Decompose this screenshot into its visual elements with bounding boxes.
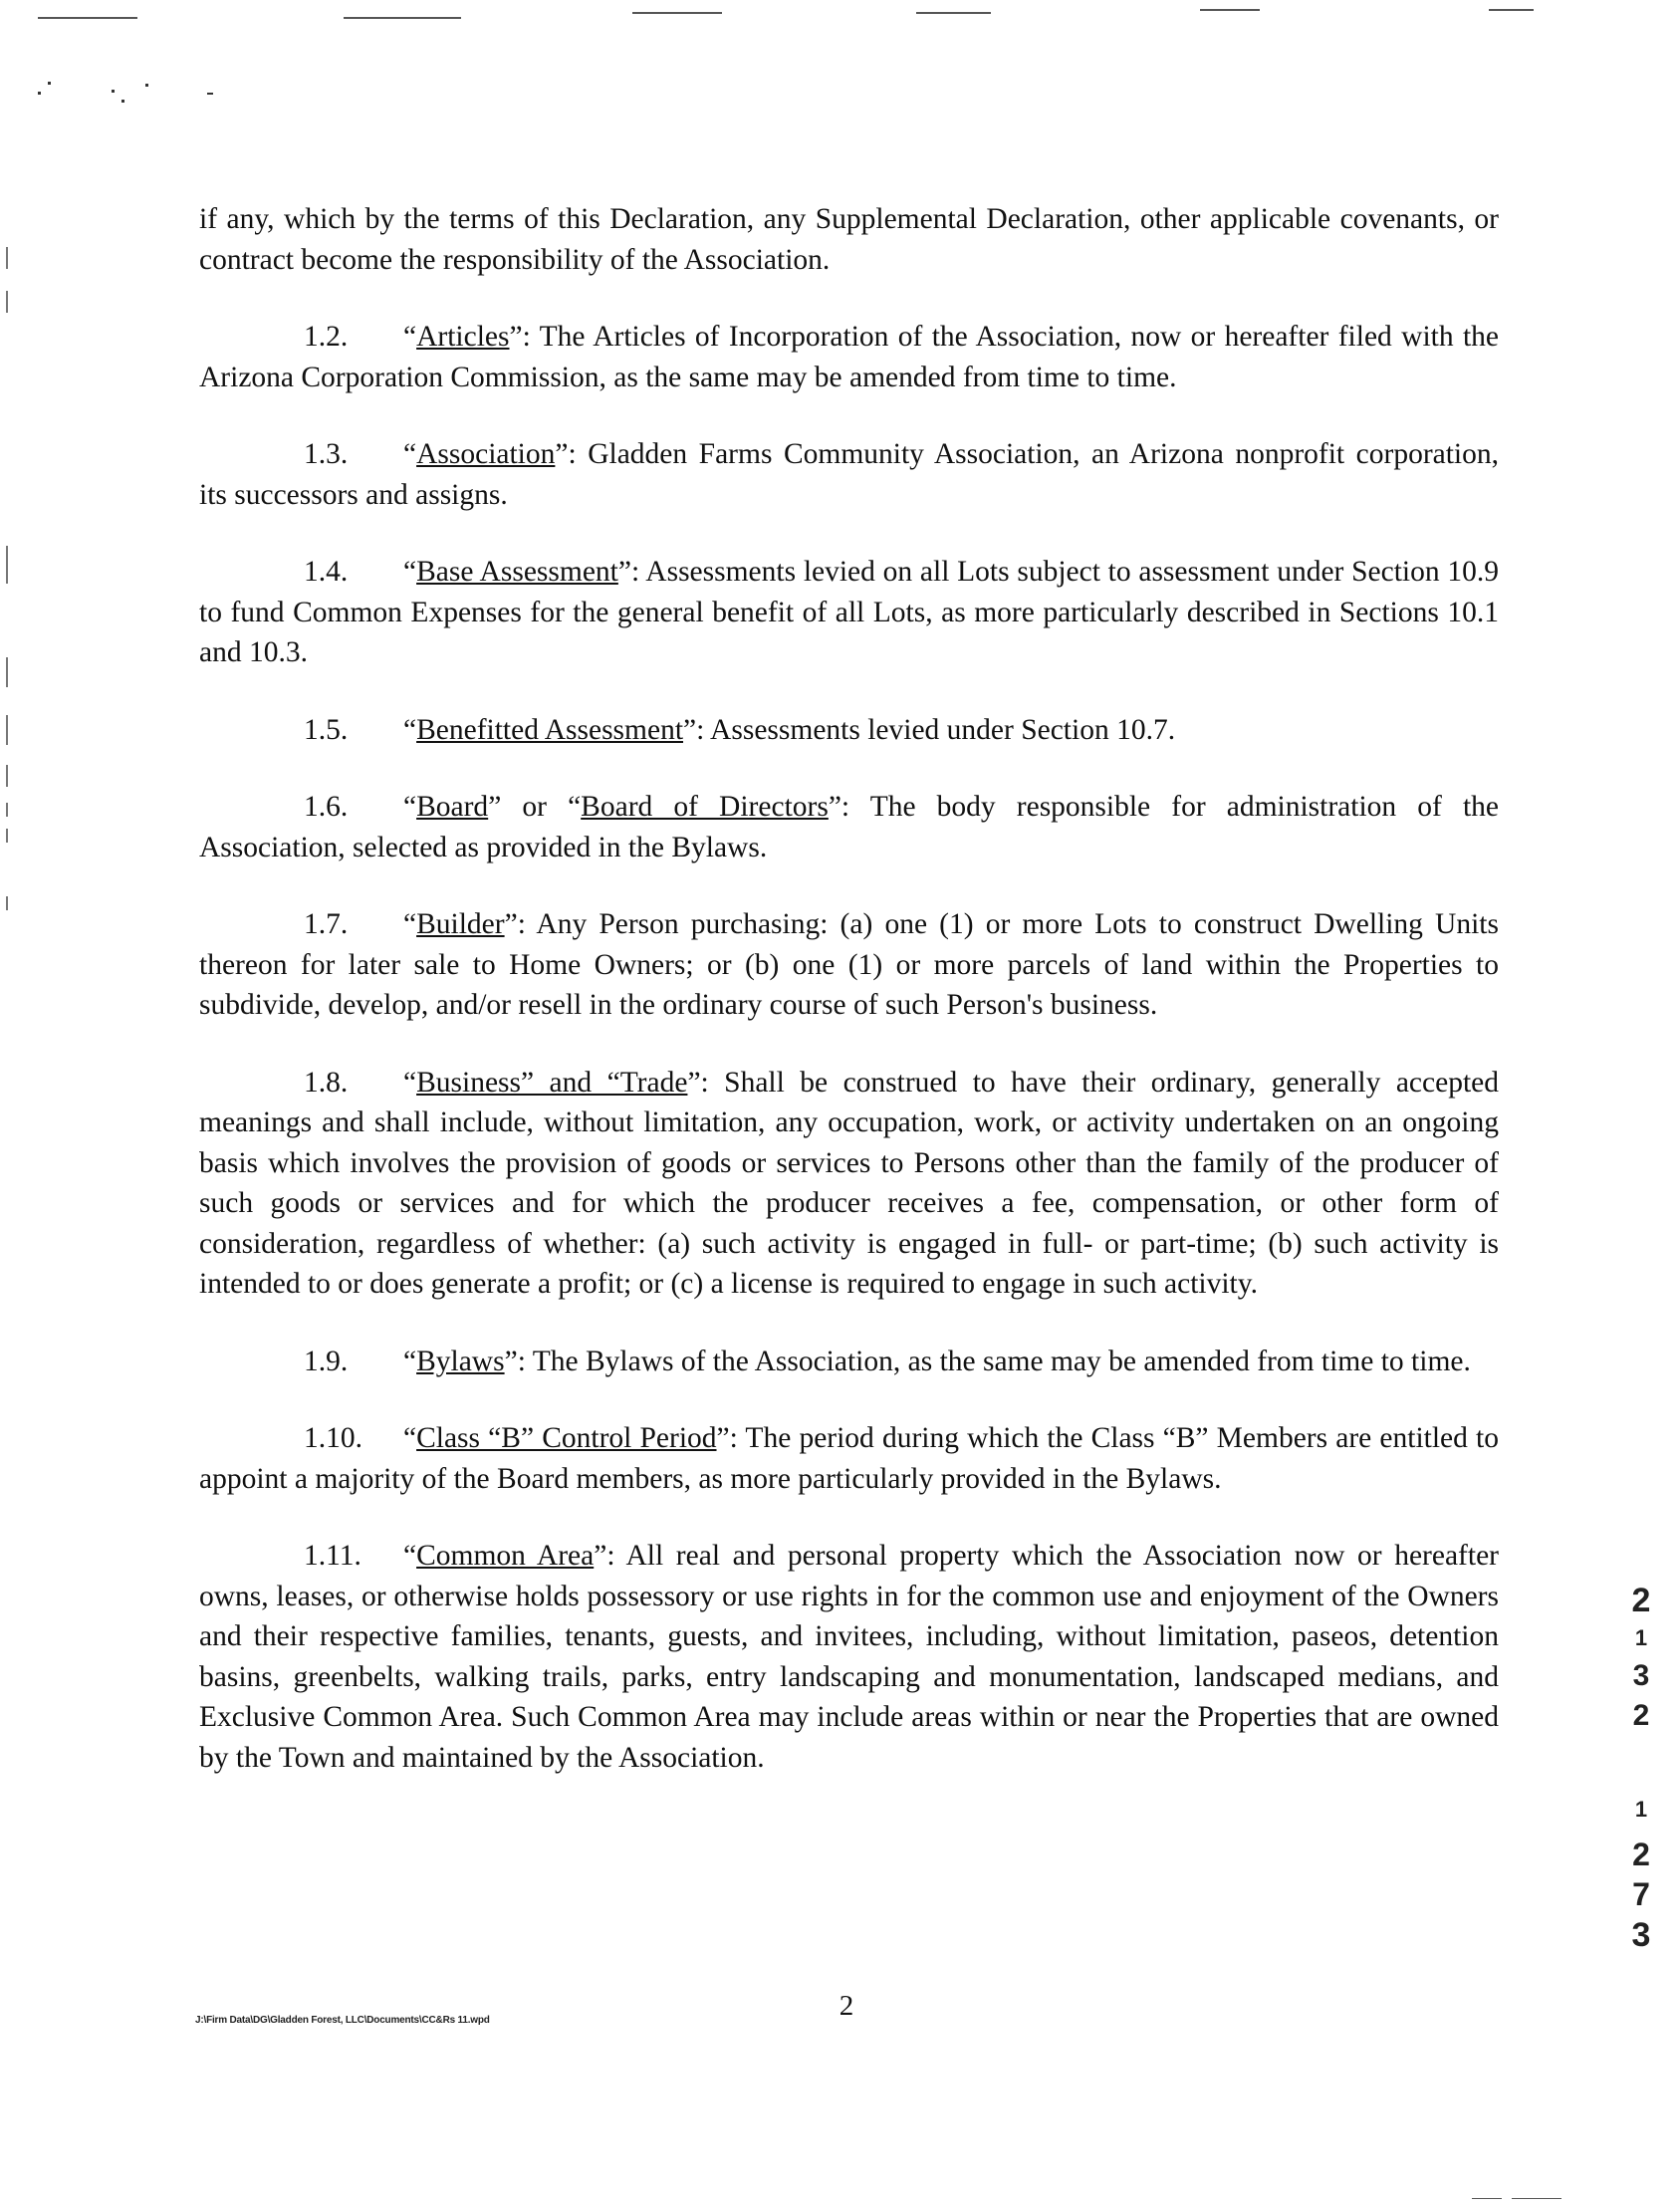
section-number: 1.2.: [304, 321, 349, 353]
scan-edge-line: [38, 17, 137, 19]
defined-term: Base Assessment: [416, 556, 618, 588]
margin-mark: [6, 803, 8, 817]
definition-text: : The period during which the Class “B” Members are entitled to appoint a majority of the Board members, as more particularly provided in the Bylaws.: [199, 1422, 1499, 1495]
footer-file-path: J:\Firm Data\DG\Gladden Forest, LLC\Documents\CC&Rs 11.wpd: [195, 2015, 490, 2026]
defined-term: Articles: [416, 321, 510, 353]
intro-paragraph: if any, which by the terms of this Declaration, any Supplemental Declaration, other applicable covenants, or contract become the responsibility of the Association.: [199, 203, 1499, 276]
definition-text: : Shall be construed to have their ordinary, generally accepted meanings and shall include, without limitation, any occupation, work, or activity undertaken on an ongoing basis which involves the provision of goods or services to Persons other than the family of the producer of such goods or services and for which the producer receives a fee, compensation, or other form of consideration, regardless of whether: (a) such activity is engaged in full- or part-time; (b) such activity is intended to or does generate a profit; or (c) a license is required to engage in such activity.: [199, 1066, 1499, 1300]
defined-term: Bylaws: [416, 1345, 505, 1377]
section-number: 1.8.: [304, 1066, 349, 1099]
stamp-digit: 1: [1634, 1625, 1648, 1650]
margin-mark: [6, 291, 8, 313]
stamp-digit: 3: [1631, 1916, 1651, 1954]
definition-text: : Any Person purchasing: (a) one (1) or more Lots to construct Dwelling Units thereon for later sale to Home Owners; or (b) one (1) or more parcels of land within the Properties to subdivide, develop, and/or resell in the ordinary course of such Person's business.: [199, 908, 1499, 1021]
scan-edge-line: [1489, 9, 1534, 11]
stamp-digit: 3: [1632, 1659, 1650, 1692]
defined-term: Builder: [416, 908, 505, 940]
margin-mark: [6, 829, 8, 843]
scan-edge-line: [344, 17, 461, 19]
margin-mark: [6, 546, 8, 584]
definition-bylaws: 1.9. “Bylaws”: The Bylaws of the Association, as the same may be amended from time to time.: [199, 1342, 1499, 1382]
defined-term: Common Area: [416, 1540, 595, 1572]
section-number: 1.11.: [304, 1540, 361, 1572]
section-number: 1.6.: [304, 791, 349, 823]
scan-speck: [145, 84, 148, 87]
margin-mark: [6, 896, 8, 910]
document-body: [199, 199, 1499, 1815]
section-number: 1.10.: [304, 1422, 362, 1454]
section-number: 1.9.: [304, 1345, 349, 1377]
stamp-digit: 7: [1632, 1876, 1650, 1912]
defined-term: Business” and “Trade: [416, 1066, 688, 1099]
definition-text: : The Articles of Incorporation of the Association, now or hereafter filed with the Arizona Corporation Commission, as the same may be amended from time to time.: [199, 321, 1499, 393]
section-number: 1.7.: [304, 908, 349, 940]
stamp-digit: 2: [1631, 1582, 1651, 1619]
scan-edge-line: [1472, 2198, 1502, 2199]
definition-association: 1.3. “Association”: Gladden Farms Community Association, an Arizona nonprofit corporation, its successors and assigns.: [199, 434, 1499, 515]
term-connector: ” or “: [488, 791, 582, 823]
margin-mark: [6, 765, 8, 787]
scan-edge-line: [1200, 9, 1260, 11]
scan-speck: [121, 100, 124, 103]
definition-builder: 1.7. “Builder”: Any Person purchasing: (a) one (1) or more Lots to construct Dwelling Units thereon for later sale to Home Owners; or (b) one (1) or more parcels of land within the Properties to subdivide, develop, and/or resell in the ordinary course of such Person's business.: [199, 904, 1499, 1026]
scan-edge-line: [1512, 2198, 1561, 2199]
defined-term: Association: [416, 438, 556, 470]
section-number: 1.3.: [304, 438, 349, 470]
recording-stamp: [1621, 1582, 1661, 1980]
definition-text: : All real and personal property which the Association now or hereafter owns, leases, or otherwise holds possessory or use rights in for the common use and enjoyment of the Owners and their respective families, tenants, guests, and invitees, including, without limitation, paseos, detention basins, greenbelts, walking trails, parks, entry landscaping and monumentation, landscaped medians, and Exclusive Common Area. Such Common Area may include areas within or near the Properties that are owned by the Town and maintained by the Association.: [199, 1540, 1499, 1774]
stamp-digit: 2: [1632, 1699, 1650, 1732]
definition-text: : The body responsible for administration of the Association, selected as provided in the Bylaws.: [199, 791, 1499, 863]
margin-mark: [6, 657, 8, 687]
margin-mark: [6, 247, 8, 269]
definition-text: : Assessments levied on all Lots subject to assessment under Section 10.9 to fund Common Expenses for the general benefit of all Lots, as more particularly described in Sections 10.1 and 10.3.: [199, 556, 1499, 668]
definition-base-assessment: 1.4. “Base Assessment”: Assessments levied on all Lots subject to assessment under Section 10.9 to fund Common Expenses for the general benefit of all Lots, as more particularly described in Sections 10.1 and 10.3.: [199, 552, 1499, 673]
scan-speck: [112, 90, 115, 93]
defined-term: Board: [416, 791, 489, 823]
scan-speck: [207, 93, 213, 95]
scan-edge-line: [916, 12, 991, 14]
scan-edge-line: [632, 12, 722, 14]
definition-common-area: 1.11. “Common Area”: All real and personal property which the Association now or hereafter owns, leases, or otherwise holds possessory or use rights in for the common use and enjoyment of the Owners and their respective families, tenants, guests, and invitees, including, without limitation, paseos, detention basins, greenbelts, walking trails, parks, entry landscaping and monumentation, landscaped medians, and Exclusive Common Area. Such Common Area may include areas within or near the Properties that are owned by the Town and maintained by the Association.: [199, 1536, 1499, 1778]
scan-speck: [48, 82, 51, 85]
section-number: 1.4.: [304, 556, 349, 588]
margin-mark: [6, 715, 8, 745]
defined-term: Board of Directors: [581, 791, 829, 823]
section-number: 1.5.: [304, 713, 349, 746]
defined-term: Class “B” Control Period: [416, 1422, 717, 1454]
definition-text: : Gladden Farms Community Association, an Arizona nonprofit corporation, its successors and assigns.: [199, 438, 1499, 511]
definition-class-b-control-period: 1.10. “Class “B” Control Period”: The period during which the Class “B” Members are entitled to appoint a majority of the Board members, as more particularly provided in the Bylaws.: [199, 1418, 1499, 1499]
defined-term: Benefitted Assessment: [416, 713, 684, 746]
definition-benefitted-assessment: 1.5. “Benefitted Assessment”: Assessments levied under Section 10.7.: [199, 710, 1499, 751]
definition-text: : The Bylaws of the Association, as the same may be amended from time to time.: [517, 1345, 1471, 1377]
stamp-digit: 2: [1632, 1837, 1650, 1872]
definition-articles: 1.2. “Articles”: The Articles of Incorporation of the Association, now or hereafter filed with the Arizona Corporation Commission, as the same may be amended from time to time.: [199, 317, 1499, 397]
scan-speck: [38, 92, 41, 95]
definition-text: : Assessments levied under Section 10.7.: [696, 713, 1176, 746]
page-number: 2: [839, 1990, 854, 2022]
definition-business-trade: 1.8. “Business” and “Trade”: Shall be construed to have their ordinary, generally accepted meanings and shall include, without limitation, any occupation, work, or activity undertaken on an ongoing basis which involves the provision of goods or services to Persons other than the family of the producer of such goods or services and for which the producer receives a fee, compensation, or other form of consideration, regardless of whether: (a) such activity is engaged in full- or part-time; (b) such activity is intended to or does generate a profit; or (c) a license is required to engage in such activity.: [199, 1063, 1499, 1305]
definition-board: 1.6. “Board” or “Board of Directors”: The body responsible for administration of the Association, selected as provided in the Bylaws.: [199, 787, 1499, 867]
stamp-digit: 1: [1634, 1797, 1648, 1822]
